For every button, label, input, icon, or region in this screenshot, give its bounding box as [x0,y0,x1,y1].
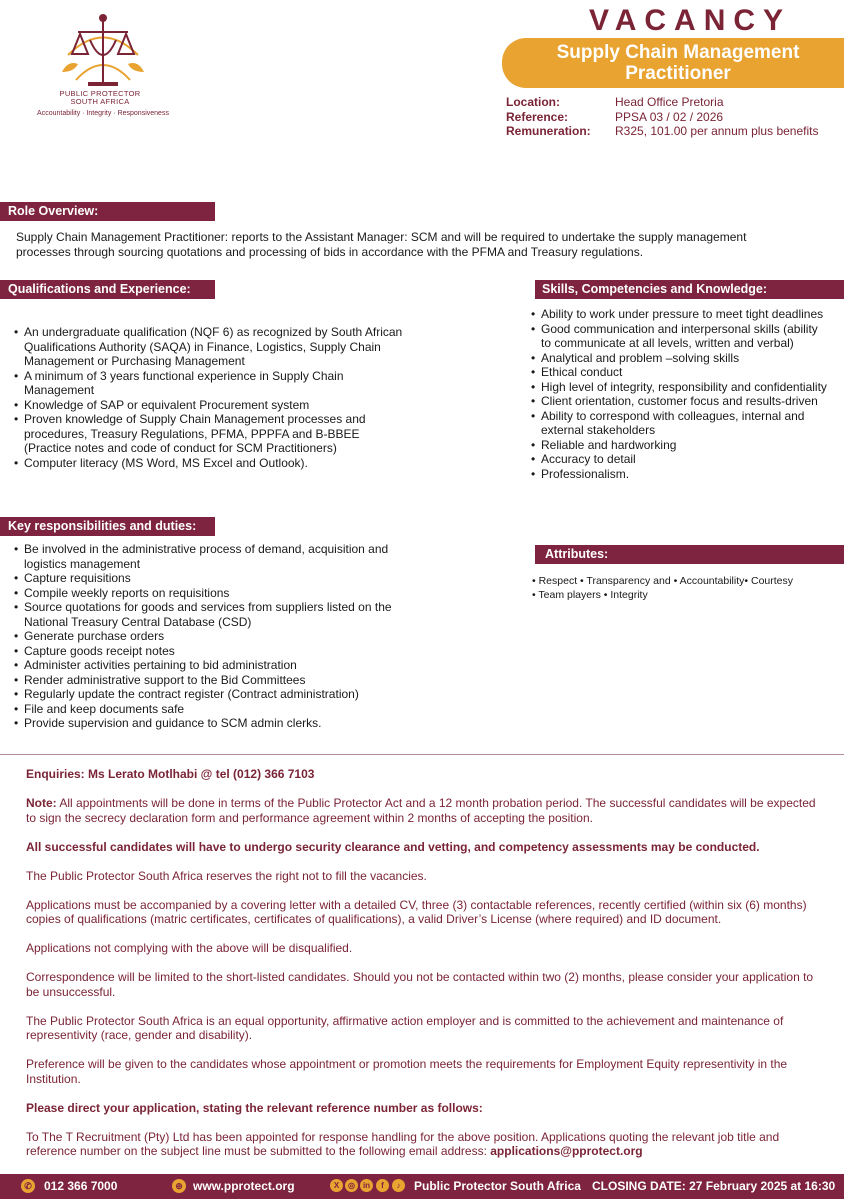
facebook-icon[interactable]: f [376,1179,389,1192]
org-name: PUBLIC PROTECTOR SOUTH AFRICA [59,89,141,106]
info-row-reference [506,110,836,125]
list-item: • Compile weekly reports on requisitions [14,586,394,601]
section-heading-skills: Skills, Competencies and Knowledge: [535,280,844,299]
info-row-location [506,95,836,110]
application-notes [26,767,828,1173]
globe-icon: ⊕ [172,1179,186,1193]
info-value: PPSA 03 / 02 / 2026 [615,109,724,124]
job-info [506,95,836,139]
list-item: • Knowledge of SAP or equivalent Procurement system [14,398,404,413]
recruitment-text: To The T Recruitment (Pty) Ltd has been appointed for response handling for the above position. Applications quoting the relevant job title and reference number on the subject line must be submitted to the following email address: [26,1129,780,1158]
org-tagline: Accountability · Integrity · Responsiveness [37,110,169,117]
list-item: • An undergraduate qualification (NQF 6) as recognized by South African Qualifications Authority (SAQA) in Finance, Logistics, Supply Chain Management or Purchasing Management [14,325,404,369]
list-item: • Capture goods receipt notes [14,644,394,659]
section-divider [0,754,844,755]
section-heading-qualifications: Qualifications and Experience: [0,280,215,299]
list-item: • Client orientation, customer focus and results-driven [531,394,831,409]
list-item: • A minimum of 3 years functional experience in Supply Chain Management [14,369,404,398]
closing-date: CLOSING DATE: 27 February 2025 at 16:30 [592,1179,836,1193]
info-label: Remuneration: [506,124,591,139]
footer-website-link[interactable]: www.pprotect.org [193,1179,295,1193]
equal-opportunity-text: The Public Protector South Africa is an equal opportunity, affirmative action employer and is committed to the achievement and maintenance of representivity (race, gender and disability). [26,1013,784,1042]
reserve-text: The Public Protector South Africa reserves the right not to fill the vacancies. [26,868,427,883]
footer-social-name: Public Protector South Africa [414,1179,581,1193]
list-item: • Be involved in the administrative process of demand, acquisition and logistics management [14,542,394,571]
list-item: • Source quotations for goods and services from suppliers listed on the National Treasury Central Database (CSD) [14,600,394,629]
list-item: • High level of integrity, responsibility and confidentiality [531,380,831,395]
disqualified-text: Applications not complying with the above will be disqualified. [26,941,353,955]
info-value: Head Office Pretoria [615,95,724,109]
job-title-line1: Supply Chain Management [556,42,800,63]
list-item: • Good communication and interpersonal skills (ability to communicate at all levels, written and verbal) [531,322,831,351]
skills-list [531,307,831,481]
preference-text: Preference will be given to the candidates whose appointment or promotion meets the requirements for Employment Equity representivity in the Institution. [26,1057,788,1086]
direct-application-text: Please direct your application, stating the relevant reference number as follows: [26,1100,483,1115]
list-item: • Computer literacy (MS Word, MS Excel and Outlook). [14,456,404,471]
recruitment-paragraph [26,1130,828,1159]
list-item: • Analytical and problem –solving skills [531,351,831,366]
vacancy-title: VACANCY [588,4,792,37]
section-heading-responsibilities: Key responsibilities and duties: [0,517,215,536]
info-label: Location: [506,95,560,109]
section-heading-role-overview: Role Overview: [0,202,215,221]
info-row-remuneration [506,124,836,139]
list-item: • Provide supervision and guidance to SCM admin clerks. [14,716,394,731]
list-item: • Ability to work under pressure to meet tight deadlines [531,307,831,322]
job-title-line2: Practitioner [625,63,731,84]
note-text: All appointments will be done in terms of the Public Protector Act and a 12 month probation period. The successful candidates will be expected to sign the secrecy declaration form and performance agreement within 2 months of accepting the position. [26,796,816,825]
security-text: All successful candidates will have to undergo security clearance and vetting, and competency assessments may be conducted. [26,839,760,854]
applications-text: Applications must be accompanied by a covering letter with a detailed CV, three (3) contactable references, recently certified (within six (6) months) copies of qualifications (matric certificates, certificates of qualifications), a valid Driver’s License (where required) and ID document. [26,897,807,926]
footer-bar [0,1174,844,1199]
list-item: • Administer activities pertaining to bid administration [14,658,394,673]
info-label: Reference: [506,109,569,124]
note-label: Note: [26,796,57,810]
tiktok-icon[interactable]: ♪ [392,1179,405,1192]
list-item: • Regularly update the contract register (Contract administration) [14,687,394,702]
attributes-text [532,574,842,602]
enquiries-text: Enquiries: Ms Lerato Motlhabi @ tel (012) 366 7103 [26,767,315,781]
correspondence-text: Correspondence will be limited to the short-listed candidates. Should you not be contacted within two (2) months, please consider your application to be unsuccessful. [26,970,814,999]
x-social-icon[interactable]: X [330,1179,343,1192]
role-overview-text: Supply Chain Management Practitioner: reports to the Assistant Manager: SCM and will be required to undertake the supply management processes through sourcing quotations and processing of bids in accordance with the PFMA and Treasury regulations. [16,230,747,259]
list-item: • Generate purchase orders [14,629,394,644]
section-heading-attributes: Attributes: [535,545,844,564]
scales-emblem-icon [18,10,188,94]
footer-phone[interactable]: 012 366 7000 [44,1179,118,1193]
list-item: • File and keep documents safe [14,702,394,717]
list-item: • Render administrative support to the Bid Committees [14,673,394,688]
phone-icon: ✆ [21,1179,35,1193]
list-item: • Accuracy to detail [531,452,831,467]
qualifications-list [14,325,404,470]
list-item: • Professionalism. [531,467,831,482]
list-item: • Reliable and hardworking [531,438,831,453]
responsibilities-list [14,542,394,731]
list-item: • Ethical conduct [531,365,831,380]
attributes-line: • Team players • Integrity [532,589,648,601]
linkedin-icon[interactable]: in [360,1179,373,1192]
list-item: • Ability to correspond with colleagues, internal and external stakeholders [531,409,831,438]
list-item: • Capture requisitions [14,571,394,586]
instagram-icon[interactable]: ◎ [345,1179,358,1192]
application-email-link[interactable]: applications@pprotect.org [490,1144,643,1158]
list-item: • Proven knowledge of Supply Chain Management processes and procedures, Treasury Regulations, PFMA, PPPFA and B-BBEE (Practice notes and code of conduct for SCM Practitioners) [14,412,404,456]
attributes-line: • Respect • Transparency and • Accountability• Courtesy [532,575,793,587]
note-paragraph [26,796,828,825]
info-value: R325, 101.00 per annum plus benefits [615,124,819,139]
job-title-banner [502,38,844,88]
